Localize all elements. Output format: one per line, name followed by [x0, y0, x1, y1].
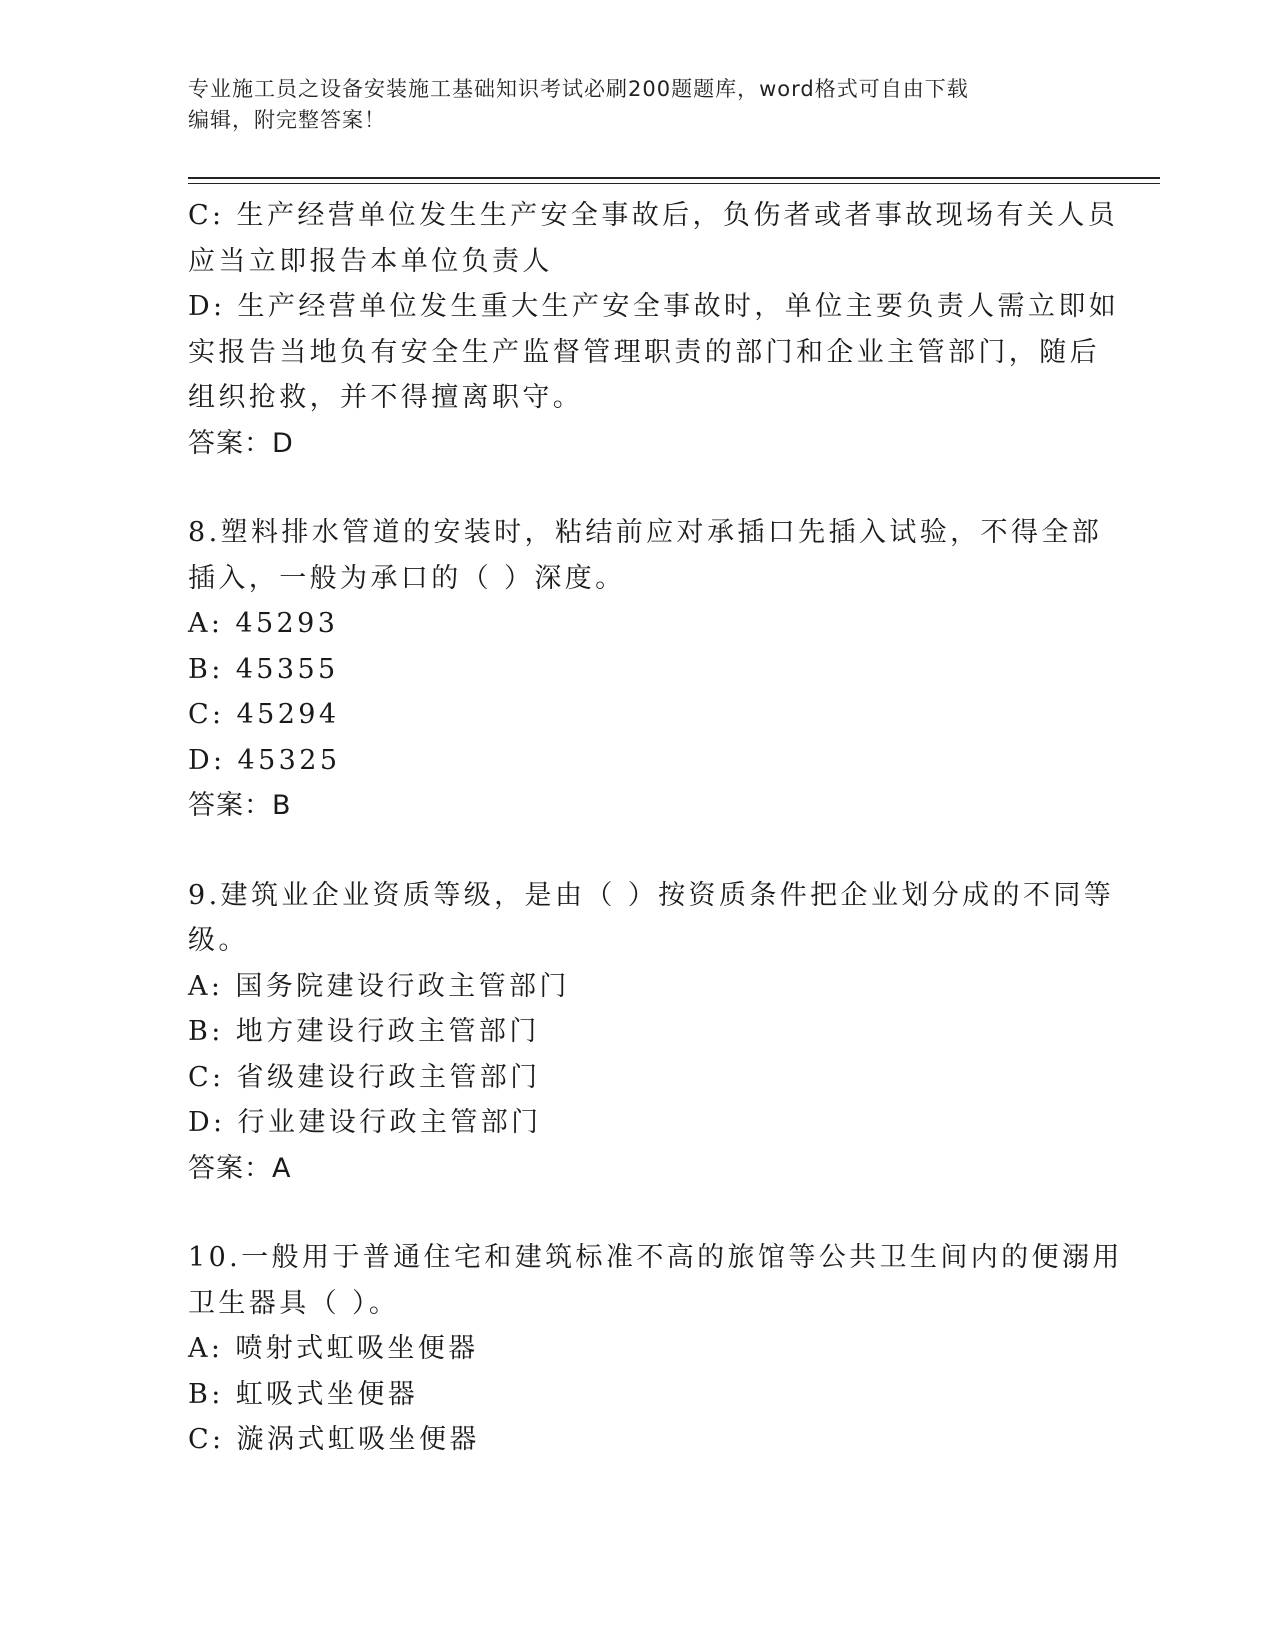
- header-line-1: 专业施工员之设备安装施工基础知识考试必刷200题题库，word格式可自由下载: [188, 77, 969, 101]
- option-d: D: 45325: [188, 744, 341, 776]
- question-9: [188, 873, 1115, 1192]
- option-d-line: 组织抢救，并不得擅离职守。: [188, 382, 584, 413]
- question-10: [188, 1235, 1123, 1463]
- question-8: [188, 510, 1103, 829]
- option-c-line: C: 生产经营单位发生生产安全事故后，负伤者或者事故现场有关人员: [188, 200, 1119, 231]
- previous-question-tail: [188, 193, 1120, 466]
- question-stem: 9.建筑业企业资质等级，是由（ ）按资质条件把企业划分成的不同等: [188, 879, 1115, 911]
- header-line-2: 编辑，附完整答案！: [188, 108, 386, 132]
- option-c: C: 省级建设行政主管部门: [188, 1061, 541, 1093]
- header-divider-top: [188, 177, 1160, 179]
- option-c-line: 应当立即报告本单位负责人: [188, 245, 553, 277]
- option-d-line: 实报告当地负有安全生产监督管理职责的部门和企业主管部门，随后: [188, 336, 1100, 368]
- option-b: B: 虹吸式坐便器: [188, 1378, 419, 1410]
- option-a: A: 45293: [188, 608, 339, 639]
- option-a: A: 喷射式虹吸坐便器: [188, 1333, 479, 1364]
- question-stem: 10.一般用于普通住宅和建筑标准不高的旅馆等公共卫生间内的便溺用: [188, 1242, 1123, 1273]
- answer-line: 答案：A: [188, 1152, 292, 1184]
- option-c: C: 45294: [188, 699, 340, 730]
- answer-line: 答案：D: [188, 427, 294, 459]
- header-divider-bottom: [188, 183, 1160, 184]
- option-a: A: 国务院建设行政主管部门: [188, 970, 570, 1002]
- answer-line: 答案：B: [188, 790, 292, 821]
- question-stem: 卫生器具（ ）。: [188, 1287, 400, 1319]
- option-d: D: 行业建设行政主管部门: [188, 1107, 542, 1138]
- option-c: C: 漩涡式虹吸坐便器: [188, 1424, 480, 1455]
- option-d-line: D: 生产经营单位发生重大生产安全事故时，单位主要负责人需立即如: [188, 291, 1120, 322]
- question-stem: 插入，一般为承口的（ ）深度。: [188, 562, 626, 594]
- option-b: B: 45355: [188, 653, 339, 685]
- document-body: [188, 193, 1123, 1463]
- question-stem: 级。: [188, 925, 249, 956]
- question-stem: 8.塑料排水管道的安装时，粘结前应对承插口先插入试验，不得全部: [188, 517, 1103, 548]
- document-header: [188, 74, 1078, 136]
- option-b: B: 地方建设行政主管部门: [188, 1016, 540, 1047]
